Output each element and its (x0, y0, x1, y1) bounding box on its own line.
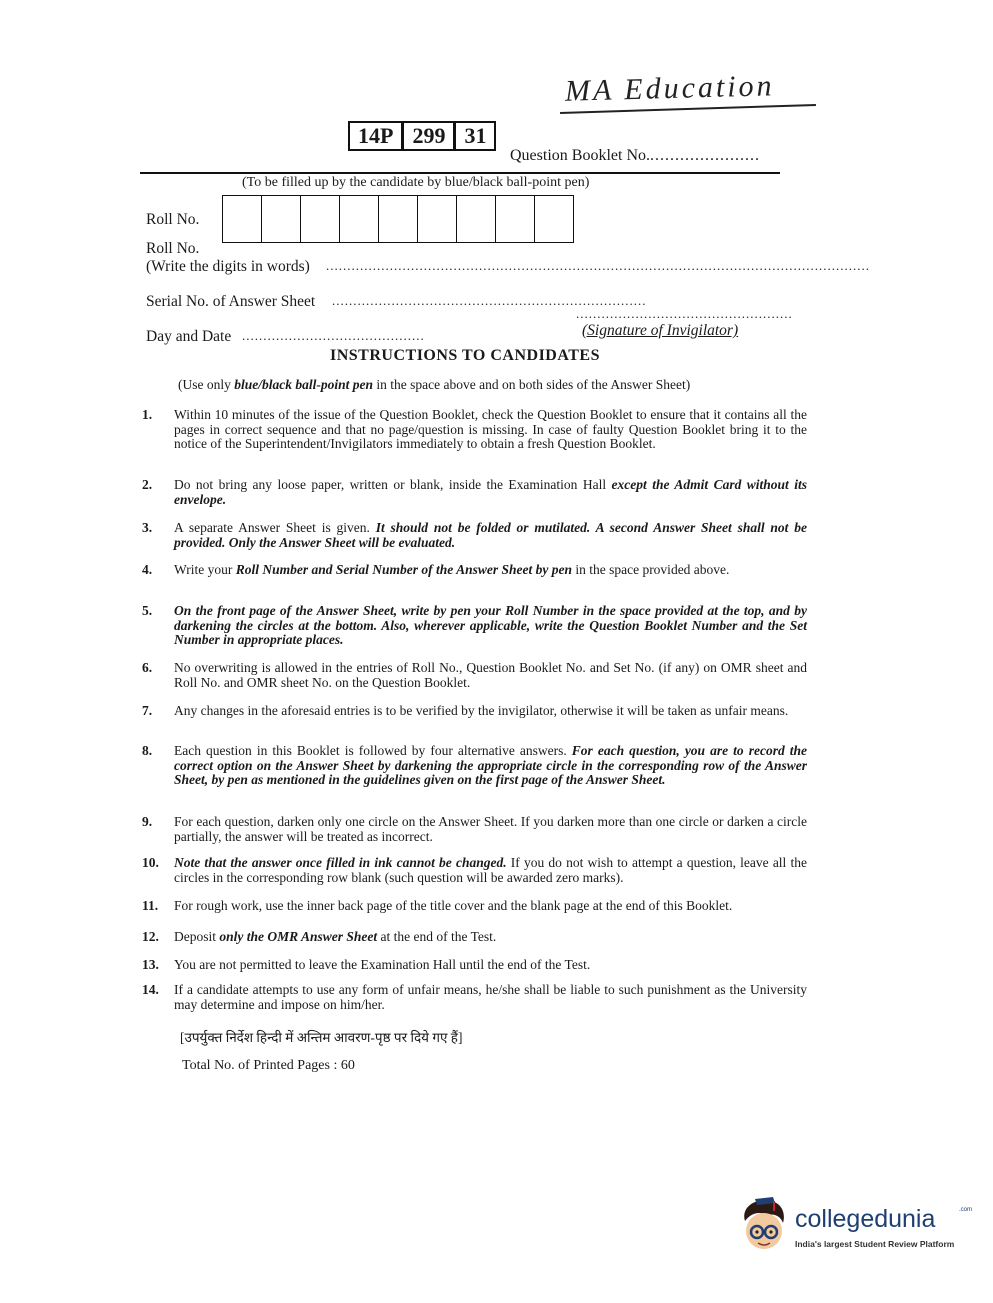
instruction-text-part: Do not bring any loose paper, written or blank, inside the Examination Hall (174, 477, 612, 492)
instruction-text (174, 604, 807, 648)
roll-digit-box[interactable] (339, 195, 378, 243)
roll-digit-box[interactable] (378, 195, 417, 243)
instruction-emphasis: only the OMR Answer Sheet (219, 929, 378, 944)
collegedunia-logo[interactable] (737, 1195, 973, 1260)
instruction-text (174, 930, 807, 945)
instruction-number: 3. (142, 520, 153, 535)
roll-digit-box[interactable] (417, 195, 456, 243)
instruction-number: 2. (142, 477, 153, 492)
instruction-text-part: Write your (174, 562, 236, 577)
roll-digit-box[interactable] (261, 195, 300, 243)
use-note-pen: blue/black ball-point pen (234, 377, 374, 392)
use-note (178, 377, 690, 393)
roll-no-words-label: Roll No. (146, 240, 200, 257)
instruction-text-part: Any changes in the aforesaid entries is to be verified by the invigilator, otherwise it will be taken as unfair means. (174, 703, 789, 718)
instruction-text-part: A separate Answer Sheet is given. (174, 520, 376, 535)
instruction-emphasis: Roll Number and Serial Number of the Answer Sheet by pen (235, 562, 572, 577)
instruction-text (174, 661, 807, 690)
booklet-no-dots: ...................... (650, 147, 760, 164)
instruction-text (174, 983, 807, 1012)
instruction-text-part: For each question, darken only one circle on the Answer Sheet. If you darken more than one circle or darken a circle partially, the answer will be treated as incorrect. (174, 814, 807, 844)
instruction-text (174, 899, 807, 914)
invigilator-label: (Signature of Invigilator) (582, 322, 739, 339)
booklet-no-field[interactable] (510, 147, 760, 165)
instruction-text (174, 521, 807, 550)
instruction-number: 7. (142, 703, 153, 718)
instruction-number: 11. (142, 898, 159, 913)
booklet-code-part: 299 (403, 121, 455, 151)
serial-field[interactable]: .......................................................................... (332, 293, 647, 308)
instruction-emphasis: For each question, you are to record the correct option on the Answer Sheet by darkening the appropriate circle in the corresponding row of the Answer Sheet, by pen as mentioned in the guidelines given on the first page of the Answer Sheet. (174, 743, 807, 787)
instruction-number: 5. (142, 603, 153, 618)
divider (140, 172, 780, 174)
day-date-field[interactable]: ........................................... (242, 328, 425, 343)
instruction-text-part: at the end of the Test. (377, 929, 497, 944)
instructions-heading: INSTRUCTIONS TO CANDIDATES (330, 347, 600, 364)
instruction-number: 12. (142, 929, 159, 944)
instruction-text (174, 478, 807, 507)
instruction-number: 9. (142, 814, 153, 829)
booklet-code-part: 14P (348, 121, 403, 151)
instruction-number: 13. (142, 957, 159, 972)
roll-digit-box[interactable] (222, 195, 261, 243)
instruction-number: 4. (142, 562, 153, 577)
instruction-text-part: For rough work, use the inner back page of the title cover and the blank page at the end of this Booklet. (174, 898, 733, 913)
roll-no-words-field[interactable]: ................................................................................................................................ (326, 258, 870, 273)
logo-tagline: India's largest Student Review Platform (795, 1239, 955, 1249)
fill-note: (To be filled up by the candidate by blue/black ball-point pen) (242, 175, 590, 190)
mascot-icon (737, 1195, 793, 1255)
instruction-text-part: Each question in this Booklet is followed by four alternative answers. (174, 743, 572, 758)
instruction-emphasis: Note that the answer once filled in ink cannot be changed. (174, 855, 507, 870)
instruction-text (174, 856, 807, 885)
roll-no-boxes[interactable] (222, 195, 574, 243)
instruction-emphasis: It should not be folded or mutilated. A second Answer Sheet shall not be provided. Only the Answer Sheet will be evaluated. (174, 520, 807, 550)
instruction-text (174, 815, 807, 844)
logo-wordmark: collegedunia (795, 1205, 936, 1233)
instruction-text-part: Deposit (174, 929, 220, 944)
total-pages: Total No. of Printed Pages : 60 (182, 1058, 355, 1073)
serial-label: Serial No. of Answer Sheet (146, 293, 316, 310)
booklet-code (348, 121, 496, 151)
instruction-number: 6. (142, 660, 153, 675)
instruction-text-part: in the space provided above. (571, 562, 730, 577)
instruction-text-part: You are not permitted to leave the Examination Hall until the end of the Test. (174, 957, 591, 972)
logo-domain-suffix: .com (959, 1207, 973, 1213)
instruction-text (174, 958, 807, 973)
instruction-number: 1. (142, 407, 153, 422)
instruction-text-part: No overwriting is allowed in the entries of Roll No., Question Booklet No. and Set No. (if any) on OMR sheet and Roll No. and OMR sheet No. on the Question Booklet. (174, 660, 807, 690)
instruction-number: 10. (142, 855, 159, 870)
instruction-text-part: If you do not wish to attempt a question, leave all the circles in the corresponding row blank (such question will be awarded zero marks). (174, 855, 807, 885)
use-note-prefix: (Use only (178, 377, 235, 392)
roll-no-words-sublabel: (Write the digits in words) (146, 258, 310, 275)
instruction-text (174, 704, 807, 719)
instruction-text (174, 744, 807, 788)
roll-digit-box[interactable] (456, 195, 495, 243)
invigilator-signature-line[interactable]: ................................................... (576, 306, 793, 321)
instruction-emphasis: On the front page of the Answer Sheet, write by pen your Roll Number in the space provided at the top, and by darkening the circles at the bottom. Also, wherever applicable, write the Question Booklet Number and the Set Number in appropriate places. (174, 603, 807, 647)
roll-digit-box[interactable] (300, 195, 339, 243)
booklet-no-label: Question Booklet No. (510, 147, 650, 164)
instruction-text (174, 563, 807, 578)
instruction-text-part: If a candidate attempts to use any form of unfair means, he/she shall be liable to such punishment as the University may determine and impose on him/her. (174, 982, 807, 1012)
use-note-suffix: in the space above and on both sides of the Answer Sheet) (373, 377, 691, 392)
roll-digit-box[interactable] (495, 195, 534, 243)
roll-digit-box[interactable] (534, 195, 574, 243)
handwritten-title: MA Education (564, 69, 775, 108)
booklet-code-part: 31 (455, 121, 496, 151)
instruction-number: 14. (142, 982, 159, 997)
day-date-label: Day and Date (146, 328, 232, 345)
hindi-note: [उपर्युक्त निर्देश हिन्दी में अन्तिम आवरण-पृष्ठ पर दिये गए हैं] (180, 1030, 463, 1045)
instruction-text-part: Within 10 minutes of the issue of the Question Booklet, check the Question Booklet to ensure that it contains all the pages in correct sequence and that no page/question is missing. In case of faulty Question Booklet bring it to the notice of the Superintendent/Invigilators immediately to obtain a fresh Question Booklet. (174, 407, 807, 451)
instruction-number: 8. (142, 743, 153, 758)
instruction-text (174, 408, 807, 452)
instruction-emphasis: except the Admit Card without its envelope. (174, 477, 807, 507)
roll-no-label: Roll No. (146, 211, 200, 228)
